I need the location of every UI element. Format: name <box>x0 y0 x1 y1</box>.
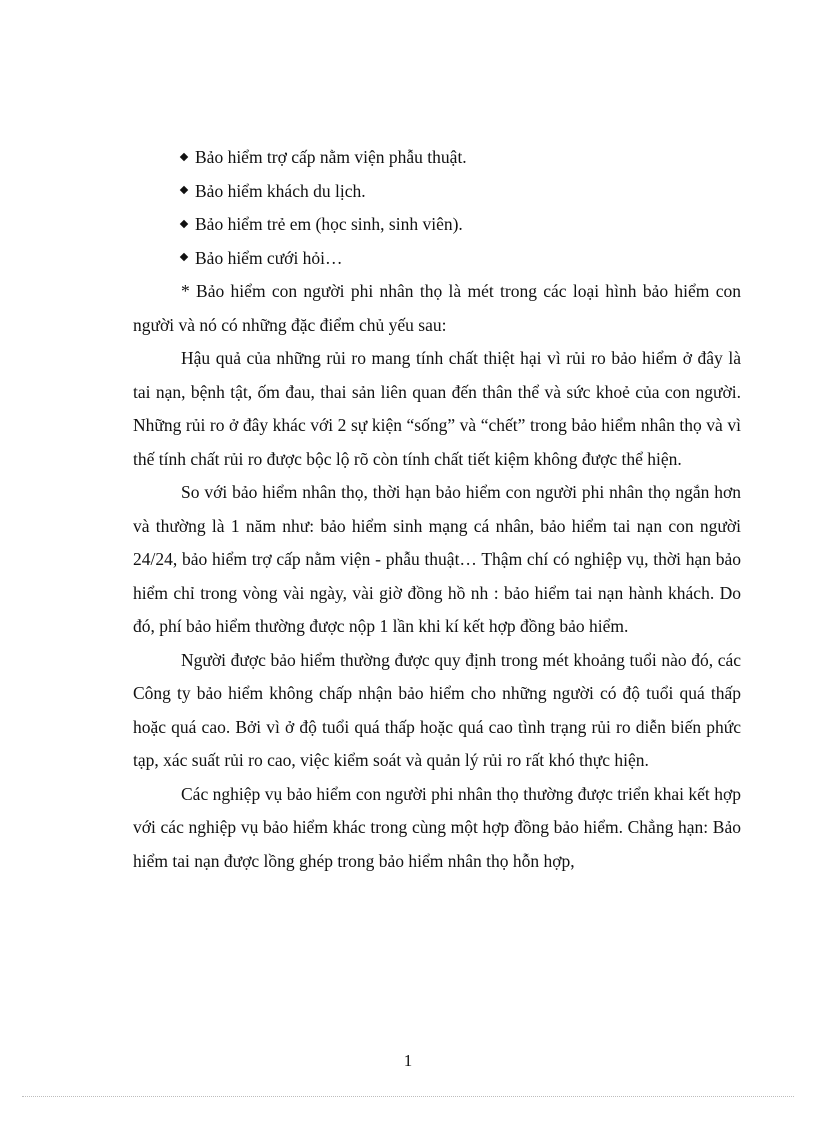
bullet-text: Bảo hiểm khách du lịch. <box>195 180 366 201</box>
paragraph-consequences: Hậu quả của những rủi ro mang tính chất thiệt hại vì rủi ro bảo hiểm ở đây là tai nạn, bệnh tật, ốm đau, thai sản liên quan đến thân thể và sức khoẻ của con người. Những rủi ro ở đây khác với 2 sự kiện “sống” và “chết” trong bảo hiểm nhân thọ và vì thế tính chất rủi ro được bộc lộ rõ còn tính chất tiết kiệm không được thể hiện. <box>133 348 741 469</box>
paragraph-combined-products: Các nghiệp vụ bảo hiểm con người phi nhân thọ thường được triển khai kết hợp với các nghiệp vụ bảo hiểm khác trong cùng một hợp đồng bảo hiểm. Chẳng hạn: Bảo hiểm tai nạn được lồng ghép trong bảo hiểm nhân thọ hỗn hợp, <box>133 783 741 871</box>
paragraph-characteristics-intro: * Bảo hiểm con người phi nhân thọ là mét trong các loại hình bảo hiểm con người và nó có những đặc điểm chủ yếu sau: <box>133 281 741 335</box>
diamond-bullet-icon <box>180 153 188 161</box>
bullet-text: Bảo hiểm trẻ em (học sinh, sinh viên). <box>195 214 463 234</box>
paragraph-duration: So với bảo hiểm nhân thọ, thời hạn bảo hiểm con người phi nhân thọ ngắn hơn và thường là 1 năm như: bảo hiểm sinh mạng cá nhân, bảo hiểm tai nạn con người 24/24, bảo hiểm trợ cấp nằm viện - phẫu thuật… Thậm chí có nghiệp vụ, thời hạn bảo hiểm chỉ trong vòng vài ngày, vài giờ đồng hồ nh : bảo hiểm tai nạn hành khách. Do đó, phí bảo hiểm thường được nộp 1 lần khi kí kết hợp đồng bảo hiểm. <box>133 482 741 636</box>
page-number: 1 <box>403 1051 413 1070</box>
diamond-bullet-icon <box>180 220 188 228</box>
diamond-bullet-icon <box>180 186 188 194</box>
bullet-text: Bảo hiểm trợ cấp nằm viện phẫu thuật. <box>195 147 467 167</box>
bullet-text: Bảo hiểm cưới hỏi… <box>195 247 343 268</box>
bullet-item <box>133 242 741 276</box>
bullet-item <box>133 208 741 242</box>
page-bottom-divider <box>22 1096 794 1097</box>
bullet-item <box>133 141 741 175</box>
document-body <box>133 141 741 878</box>
diamond-bullet-icon <box>180 253 188 261</box>
bullet-item <box>133 175 741 209</box>
paragraph-age-limits: Người được bảo hiểm thường được quy định trong mét khoảng tuổi nào đó, các Công ty bảo hiểm không chấp nhận bảo hiểm cho những người có độ tuổi quá thấp hoặc quá cao. Bởi vì ở độ tuổi quá thấp hoặc quá cao tình trạng rủi ro diễn biến phức tạp, xác suất rủi ro cao, việc kiểm soát và quản lý rủi ro rất khó thực hiện. <box>133 649 741 770</box>
